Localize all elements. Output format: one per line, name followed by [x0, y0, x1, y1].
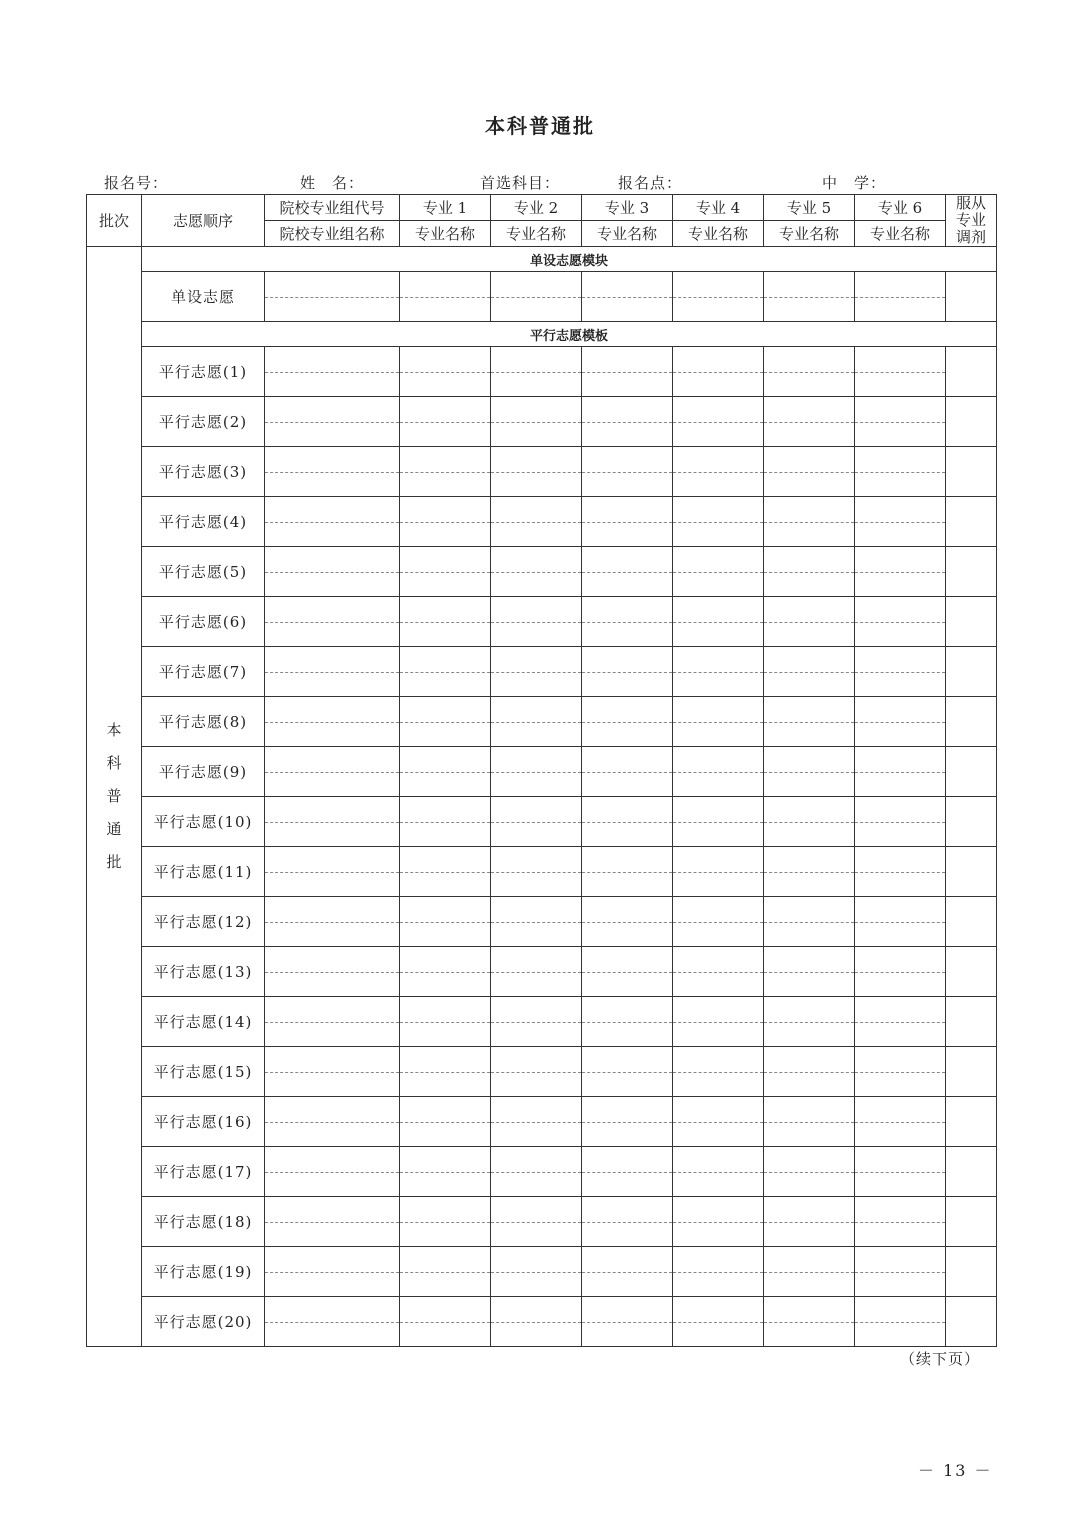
header-major-name: 专业名称 — [673, 221, 764, 247]
major-entry-cell[interactable] — [764, 1047, 855, 1097]
parallel-choice-label: 平行志愿(18) — [142, 1197, 265, 1247]
major-entry-cell[interactable] — [491, 447, 582, 497]
group-entry-cell[interactable] — [265, 547, 400, 597]
page-number: － 13 － — [918, 1461, 993, 1480]
parallel-choice-label: 平行志愿(14) — [142, 997, 265, 1047]
table-row — [87, 497, 997, 547]
major-entry-cell[interactable] — [673, 272, 764, 322]
group-entry-cell[interactable] — [265, 797, 400, 847]
major-entry-cell[interactable] — [764, 797, 855, 847]
adjust-entry-cell[interactable] — [946, 847, 997, 897]
adjust-entry-cell[interactable] — [946, 547, 997, 597]
group-entry-cell[interactable] — [265, 397, 400, 447]
header-major-3: 专业 3 — [582, 195, 673, 221]
major-entry-cell[interactable] — [764, 1197, 855, 1247]
group-entry-cell[interactable] — [265, 1297, 400, 1347]
adjust-entry-cell[interactable] — [946, 272, 997, 322]
major-entry-cell[interactable] — [764, 1247, 855, 1297]
parallel-choice-label: 平行志愿(20) — [142, 1297, 265, 1347]
major-entry-cell[interactable] — [400, 547, 491, 597]
major-entry-cell[interactable] — [582, 547, 673, 597]
major-entry-cell[interactable] — [582, 497, 673, 547]
table-row — [87, 747, 997, 797]
group-entry-cell[interactable] — [265, 847, 400, 897]
major-entry-cell[interactable] — [400, 947, 491, 997]
major-entry-cell[interactable] — [491, 1247, 582, 1297]
major-entry-cell[interactable] — [400, 447, 491, 497]
major-entry-cell[interactable] — [400, 897, 491, 947]
header-major-name: 专业名称 — [491, 221, 582, 247]
table-row — [87, 847, 997, 897]
table-row — [87, 947, 997, 997]
major-entry-cell[interactable] — [582, 897, 673, 947]
major-entry-cell[interactable] — [764, 272, 855, 322]
parallel-choice-label: 平行志愿(13) — [142, 947, 265, 997]
major-entry-cell[interactable] — [764, 447, 855, 497]
major-entry-cell[interactable] — [855, 997, 946, 1047]
header-order: 志愿顺序 — [142, 195, 265, 247]
table-row — [87, 647, 997, 697]
major-entry-cell[interactable] — [582, 397, 673, 447]
major-entry-cell[interactable] — [855, 497, 946, 547]
table-row — [87, 997, 997, 1047]
major-entry-cell[interactable] — [582, 1197, 673, 1247]
major-entry-cell[interactable] — [764, 747, 855, 797]
group-entry-cell[interactable] — [265, 597, 400, 647]
header-major-4: 专业 4 — [673, 195, 764, 221]
major-entry-cell[interactable] — [491, 1097, 582, 1147]
major-entry-cell[interactable] — [855, 1197, 946, 1247]
major-entry-cell[interactable] — [491, 597, 582, 647]
table-row — [87, 1297, 997, 1347]
major-entry-cell[interactable] — [400, 1047, 491, 1097]
adjust-entry-cell[interactable] — [946, 747, 997, 797]
adjust-entry-cell[interactable] — [946, 1097, 997, 1147]
continued-note: （续下页） — [900, 1350, 981, 1368]
major-entry-cell[interactable] — [764, 1297, 855, 1347]
batch-name-char: 通 — [106, 820, 122, 838]
major-entry-cell[interactable] — [855, 597, 946, 647]
adjust-entry-cell[interactable] — [946, 397, 997, 447]
major-entry-cell[interactable] — [491, 1197, 582, 1247]
major-entry-cell[interactable] — [400, 1247, 491, 1297]
major-entry-cell[interactable] — [582, 797, 673, 847]
batch-name-char: 普 — [106, 787, 122, 805]
major-entry-cell[interactable] — [764, 497, 855, 547]
major-entry-cell[interactable] — [400, 797, 491, 847]
major-entry-cell[interactable] — [764, 647, 855, 697]
major-entry-cell[interactable] — [673, 397, 764, 447]
major-entry-cell[interactable] — [400, 747, 491, 797]
school-label: 中 学： — [822, 174, 887, 192]
parallel-choice-label: 平行志愿(8) — [142, 697, 265, 747]
parallel-choice-label: 平行志愿(3) — [142, 447, 265, 497]
table-row — [87, 797, 997, 847]
major-entry-cell[interactable] — [491, 947, 582, 997]
registration-number-label: 报名号： — [104, 174, 169, 192]
major-entry-cell[interactable] — [673, 947, 764, 997]
major-entry-cell[interactable] — [491, 797, 582, 847]
adjust-entry-cell[interactable] — [946, 697, 997, 747]
major-entry-cell[interactable] — [855, 547, 946, 597]
major-entry-cell[interactable] — [400, 1097, 491, 1147]
major-entry-cell[interactable] — [400, 697, 491, 747]
single-choice-label: 单设志愿 — [142, 272, 265, 322]
major-entry-cell[interactable] — [582, 1047, 673, 1097]
major-entry-cell[interactable] — [582, 847, 673, 897]
major-entry-cell[interactable] — [491, 1147, 582, 1197]
adjust-entry-cell[interactable] — [946, 1147, 997, 1197]
header-major-6: 专业 6 — [855, 195, 946, 221]
adjust-entry-cell[interactable] — [946, 1297, 997, 1347]
group-entry-cell[interactable] — [265, 1047, 400, 1097]
major-entry-cell[interactable] — [764, 1147, 855, 1197]
group-entry-cell[interactable] — [265, 497, 400, 547]
header-batch: 批次 — [87, 195, 142, 247]
table-row — [87, 547, 997, 597]
major-entry-cell[interactable] — [764, 697, 855, 747]
major-entry-cell[interactable] — [582, 1247, 673, 1297]
adjust-entry-cell[interactable] — [946, 647, 997, 697]
major-entry-cell[interactable] — [673, 997, 764, 1047]
table-row — [87, 1097, 997, 1147]
table-row — [87, 1047, 997, 1097]
parallel-choice-label: 平行志愿(11) — [142, 847, 265, 897]
group-entry-cell[interactable] — [265, 947, 400, 997]
major-entry-cell[interactable] — [673, 597, 764, 647]
header-major-name: 专业名称 — [582, 221, 673, 247]
adjust-entry-cell[interactable] — [946, 347, 997, 397]
major-entry-cell[interactable] — [764, 547, 855, 597]
major-entry-cell[interactable] — [400, 497, 491, 547]
parallel-choice-label: 平行志愿(17) — [142, 1147, 265, 1197]
group-entry-cell[interactable] — [265, 447, 400, 497]
parallel-choice-label: 平行志愿(7) — [142, 647, 265, 697]
adjust-entry-cell[interactable] — [946, 1247, 997, 1297]
parallel-choice-label: 平行志愿(4) — [142, 497, 265, 547]
major-entry-cell[interactable] — [582, 647, 673, 697]
major-entry-cell[interactable] — [673, 747, 764, 797]
header-adjust-line-1: 服从 — [955, 194, 986, 212]
major-entry-cell[interactable] — [855, 747, 946, 797]
adjust-entry-cell[interactable] — [946, 597, 997, 647]
page-title: 本科普通批 — [485, 114, 595, 138]
major-entry-cell[interactable] — [764, 347, 855, 397]
primary-subject-label: 首选科目： — [480, 174, 561, 192]
header-major-name: 专业名称 — [855, 221, 946, 247]
major-entry-cell[interactable] — [855, 447, 946, 497]
major-entry-cell[interactable] — [855, 647, 946, 697]
major-entry-cell[interactable] — [855, 1247, 946, 1297]
adjust-entry-cell[interactable] — [946, 897, 997, 947]
group-entry-cell[interactable] — [265, 1197, 400, 1247]
major-entry-cell[interactable] — [400, 347, 491, 397]
major-entry-cell[interactable] — [673, 847, 764, 897]
header-group-code: 院校专业组代号 — [265, 195, 400, 221]
group-entry-cell[interactable] — [265, 897, 400, 947]
adjust-entry-cell[interactable] — [946, 797, 997, 847]
parallel-module-heading: 平行志愿模板 — [142, 322, 997, 347]
major-entry-cell[interactable] — [582, 447, 673, 497]
parallel-choice-label: 平行志愿(1) — [142, 347, 265, 397]
major-entry-cell[interactable] — [673, 1247, 764, 1297]
major-entry-cell[interactable] — [400, 1197, 491, 1247]
major-entry-cell[interactable] — [764, 397, 855, 447]
major-entry-cell[interactable] — [491, 497, 582, 547]
adjust-entry-cell[interactable] — [946, 447, 997, 497]
parallel-choice-label: 平行志愿(16) — [142, 1097, 265, 1147]
major-entry-cell[interactable] — [582, 597, 673, 647]
group-entry-cell[interactable] — [265, 272, 400, 322]
major-entry-cell[interactable] — [400, 847, 491, 897]
major-entry-cell[interactable] — [491, 347, 582, 397]
major-entry-cell[interactable] — [855, 697, 946, 747]
major-entry-cell[interactable] — [400, 647, 491, 697]
group-entry-cell[interactable] — [265, 347, 400, 397]
adjust-entry-cell[interactable] — [946, 997, 997, 1047]
major-entry-cell[interactable] — [491, 997, 582, 1047]
major-entry-cell[interactable] — [673, 1147, 764, 1197]
major-entry-cell[interactable] — [673, 1297, 764, 1347]
major-entry-cell[interactable] — [855, 947, 946, 997]
header-adjust-line-2: 专业 — [955, 211, 986, 229]
major-entry-cell[interactable] — [855, 397, 946, 447]
major-entry-cell[interactable] — [582, 947, 673, 997]
major-entry-cell[interactable] — [673, 1097, 764, 1147]
major-entry-cell[interactable] — [491, 1047, 582, 1097]
major-entry-cell[interactable] — [400, 597, 491, 647]
major-entry-cell[interactable] — [491, 272, 582, 322]
major-entry-cell[interactable] — [491, 547, 582, 597]
adjust-entry-cell[interactable] — [946, 947, 997, 997]
major-entry-cell[interactable] — [491, 847, 582, 897]
header-major-1: 专业 1 — [400, 195, 491, 221]
parallel-choice-label: 平行志愿(15) — [142, 1047, 265, 1097]
parallel-choice-label: 平行志愿(10) — [142, 797, 265, 847]
major-entry-cell[interactable] — [855, 797, 946, 847]
major-entry-cell[interactable] — [673, 447, 764, 497]
major-entry-cell[interactable] — [582, 1297, 673, 1347]
major-entry-cell[interactable] — [400, 997, 491, 1047]
major-entry-cell[interactable] — [673, 697, 764, 747]
major-entry-cell[interactable] — [400, 397, 491, 447]
table-row — [87, 1147, 997, 1197]
batch-name-char: 本 — [106, 721, 122, 739]
major-entry-cell[interactable] — [491, 747, 582, 797]
group-entry-cell[interactable] — [265, 1247, 400, 1297]
major-entry-cell[interactable] — [855, 272, 946, 322]
major-entry-cell[interactable] — [582, 1147, 673, 1197]
table-row — [87, 347, 997, 397]
major-entry-cell[interactable] — [855, 1097, 946, 1147]
major-entry-cell[interactable] — [764, 997, 855, 1047]
major-entry-cell[interactable] — [855, 1147, 946, 1197]
adjust-entry-cell[interactable] — [946, 1047, 997, 1097]
major-entry-cell[interactable] — [764, 1097, 855, 1147]
major-entry-cell[interactable] — [855, 847, 946, 897]
group-entry-cell[interactable] — [265, 1147, 400, 1197]
batch-name-char: 科 — [106, 754, 122, 772]
major-entry-cell[interactable] — [855, 1047, 946, 1097]
major-entry-cell[interactable] — [764, 597, 855, 647]
header-major-5: 专业 5 — [764, 195, 855, 221]
parallel-choice-label: 平行志愿(6) — [142, 597, 265, 647]
major-entry-cell[interactable] — [491, 697, 582, 747]
table-row — [87, 697, 997, 747]
header-major-name: 专业名称 — [400, 221, 491, 247]
major-entry-cell[interactable] — [855, 347, 946, 397]
major-entry-cell[interactable] — [582, 1097, 673, 1147]
table-row — [87, 597, 997, 647]
header-major-2: 专业 2 — [491, 195, 582, 221]
major-entry-cell[interactable] — [400, 272, 491, 322]
application-form-table — [86, 194, 997, 1347]
major-entry-cell[interactable] — [673, 897, 764, 947]
major-entry-cell[interactable] — [491, 397, 582, 447]
table-row — [87, 1197, 997, 1247]
table-row — [87, 1247, 997, 1297]
major-entry-cell[interactable] — [855, 897, 946, 947]
major-entry-cell[interactable] — [491, 1297, 582, 1347]
major-entry-cell[interactable] — [582, 272, 673, 322]
major-entry-cell[interactable] — [582, 347, 673, 397]
parallel-choice-label: 平行志愿(2) — [142, 397, 265, 447]
major-entry-cell[interactable] — [582, 747, 673, 797]
major-entry-cell[interactable] — [491, 647, 582, 697]
major-entry-cell[interactable] — [400, 1297, 491, 1347]
table-row — [87, 447, 997, 497]
header-adjust-line-3: 调剂 — [955, 228, 986, 246]
major-entry-cell[interactable] — [673, 347, 764, 397]
major-entry-cell[interactable] — [673, 1197, 764, 1247]
major-entry-cell[interactable] — [764, 947, 855, 997]
parallel-choice-label: 平行志愿(12) — [142, 897, 265, 947]
major-entry-cell[interactable] — [673, 1047, 764, 1097]
header-adjust — [946, 195, 997, 247]
group-entry-cell[interactable] — [265, 747, 400, 797]
header-group-name: 院校专业组名称 — [265, 221, 400, 247]
adjust-entry-cell[interactable] — [946, 497, 997, 547]
group-entry-cell[interactable] — [265, 697, 400, 747]
major-entry-cell[interactable] — [582, 997, 673, 1047]
parallel-choice-label: 平行志愿(5) — [142, 547, 265, 597]
major-entry-cell[interactable] — [764, 897, 855, 947]
group-entry-cell[interactable] — [265, 1097, 400, 1147]
major-entry-cell[interactable] — [400, 1147, 491, 1197]
major-entry-cell[interactable] — [491, 897, 582, 947]
name-label: 姓 名： — [300, 174, 365, 192]
batch-name-char: 批 — [106, 853, 122, 871]
major-entry-cell[interactable] — [582, 697, 673, 747]
major-entry-cell[interactable] — [673, 547, 764, 597]
major-entry-cell[interactable] — [855, 1297, 946, 1347]
registration-point-label: 报名点： — [618, 174, 683, 192]
batch-name — [87, 247, 142, 1347]
parallel-choice-label: 平行志愿(19) — [142, 1247, 265, 1297]
single-module-heading: 单设志愿模块 — [142, 247, 997, 272]
major-entry-cell[interactable] — [673, 647, 764, 697]
header-major-name: 专业名称 — [764, 221, 855, 247]
adjust-entry-cell[interactable] — [946, 1197, 997, 1247]
group-entry-cell[interactable] — [265, 997, 400, 1047]
group-entry-cell[interactable] — [265, 647, 400, 697]
table-row — [87, 397, 997, 447]
major-entry-cell[interactable] — [673, 497, 764, 547]
major-entry-cell[interactable] — [673, 797, 764, 847]
major-entry-cell[interactable] — [764, 847, 855, 897]
parallel-choice-label: 平行志愿(9) — [142, 747, 265, 797]
table-row — [87, 897, 997, 947]
